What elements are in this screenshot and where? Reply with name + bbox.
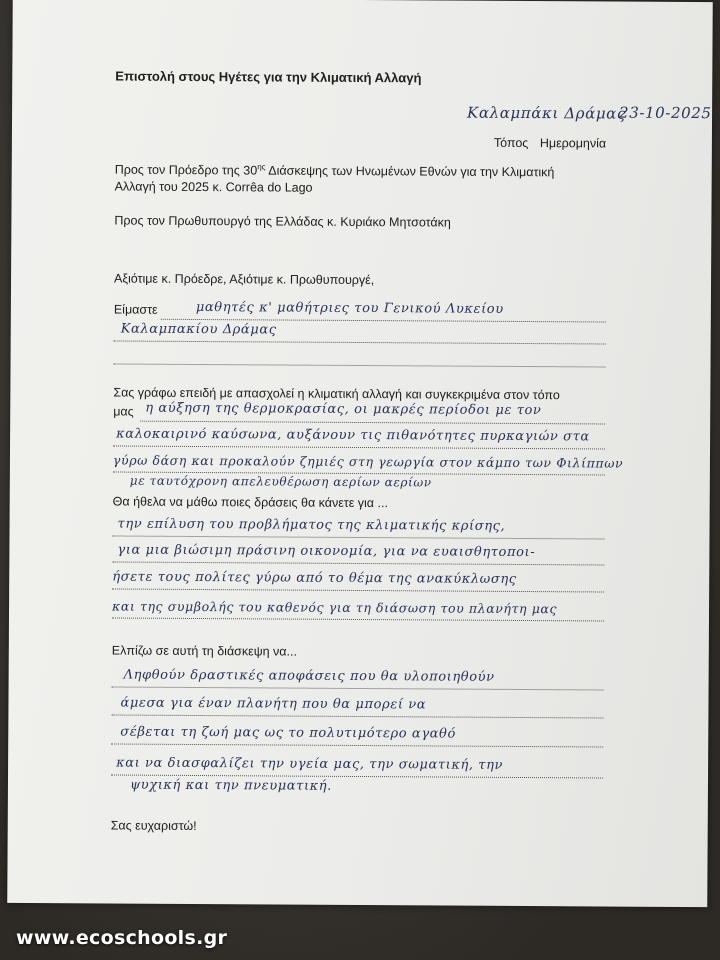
letter-title: Επιστολή στους Ηγέτες για την Κλιματική Αλλαγή (115, 68, 422, 86)
section2-hand-line: γύρω δάση και προκαλούν ζημιές στη γεωργία στον κάμπο των Φιλίππων (112, 452, 624, 471)
section4-hand-line: και να διασφαλίζει την υγεία μας, την σωματική, την (116, 755, 504, 773)
dotted-line (112, 561, 604, 565)
section3-prompt: Θα ήθελα να μάθω ποιες δράσεις θα κάνετε για ... (112, 494, 388, 511)
watermark-url: www.ecoschools.gr (16, 927, 228, 949)
section4-prompt: Ελπίζω σε αυτή τη διάσκεψη να... (111, 643, 298, 659)
recipient-president-line1b: Διάσκεψης των Ηνωμένων Εθνών για την Κλιματική (265, 163, 555, 180)
section2-prompt: Σας γράφω επειδή με απασχολεί η κλιματική αλλαγή και συγκεκριμένα στον τόπο (113, 385, 560, 403)
section4-hand-line: Ληφθούν δραστικές αποφάσεις που θα υλοποιηθούν (123, 667, 495, 685)
place-handwritten: Καλαμπάκι Δράμας (467, 103, 626, 123)
ordinal-superscript: ης (257, 162, 266, 172)
recipient-president-line1a: Προς τον Πρόεδρο της 30 (114, 162, 258, 178)
section4-hand-line: ψυχική και την πνευματική. (129, 777, 332, 794)
place-label: Τόπος (493, 135, 529, 151)
section2-hand-line: με ταυτόχρονη απελευθέρωση αερίων αερίων (129, 473, 432, 490)
dotted-line (114, 363, 606, 367)
dotted-line (113, 445, 605, 449)
dotted-line (114, 340, 606, 344)
salutation: Αξιότιμε κ. Πρόεδρε, Αξιότιμε κ. Πρωθυπουργέ, (114, 271, 375, 288)
dotted-line (112, 686, 604, 690)
dotted-line (112, 535, 604, 539)
section2-hand-line: καλοκαιρινό καύσωνα, αυξάνουν τις πιθανότητες πυρκαγιών στα (116, 426, 590, 445)
section4-hand-line: σέβεται τη ζωή μας ως το πολυτιμότερο αγαθό (120, 724, 456, 742)
recipient-president-line2: Αλλαγή του 2025 κ. Corrêa do Lago (114, 179, 313, 195)
date-label: Ημερομηνία (539, 136, 607, 151)
section4-hand-line: άμεσα για έναν πλανήτη που θα μπορεί να (120, 695, 427, 713)
letter-sheet (7, 0, 713, 907)
section3-hand-line: ήσετε τους πολίτες γύρω από το θέμα της ανακύκλωσης (112, 569, 517, 587)
section1-prompt: Είμαστε (113, 302, 158, 317)
dotted-line (111, 743, 603, 747)
dotted-line (111, 714, 603, 718)
section2-prompt-cont: μας (113, 404, 134, 419)
dotted-line (140, 421, 605, 425)
section3-hand-line: και της συμβολής του καθενός για τη διάσωση του πλανήτη μας (112, 598, 558, 617)
section3-hand-line: για μια βιώσιμη πράσινη οικονομία, για να ευαισθητοποι- (117, 542, 536, 561)
dotted-line (112, 617, 604, 621)
recipient-prime-minister: Προς τον Πρωθυπουργό της Ελλάδας κ. Κυριάκο Μητσοτάκη (114, 213, 451, 230)
section3-hand-line: την επίλυση του προβλήματος της κλιματικής κρίσης, (117, 516, 506, 534)
dotted-line (112, 588, 604, 592)
closing-thanks: Σας ευχαριστώ! (110, 818, 197, 834)
section2-hand-line: η αύξηση της θερμοκρασίας, οι μακρές περίοδοι με τον (145, 400, 542, 419)
section1-hand-line: μαθητές κ' μαθήτριες του Γενικού Λυκείου (195, 299, 504, 317)
section1-hand-line: Καλαμπακίου Δράμας (120, 321, 277, 338)
recipient-president (115, 161, 555, 179)
date-handwritten: 23-10-2025 (619, 103, 712, 123)
